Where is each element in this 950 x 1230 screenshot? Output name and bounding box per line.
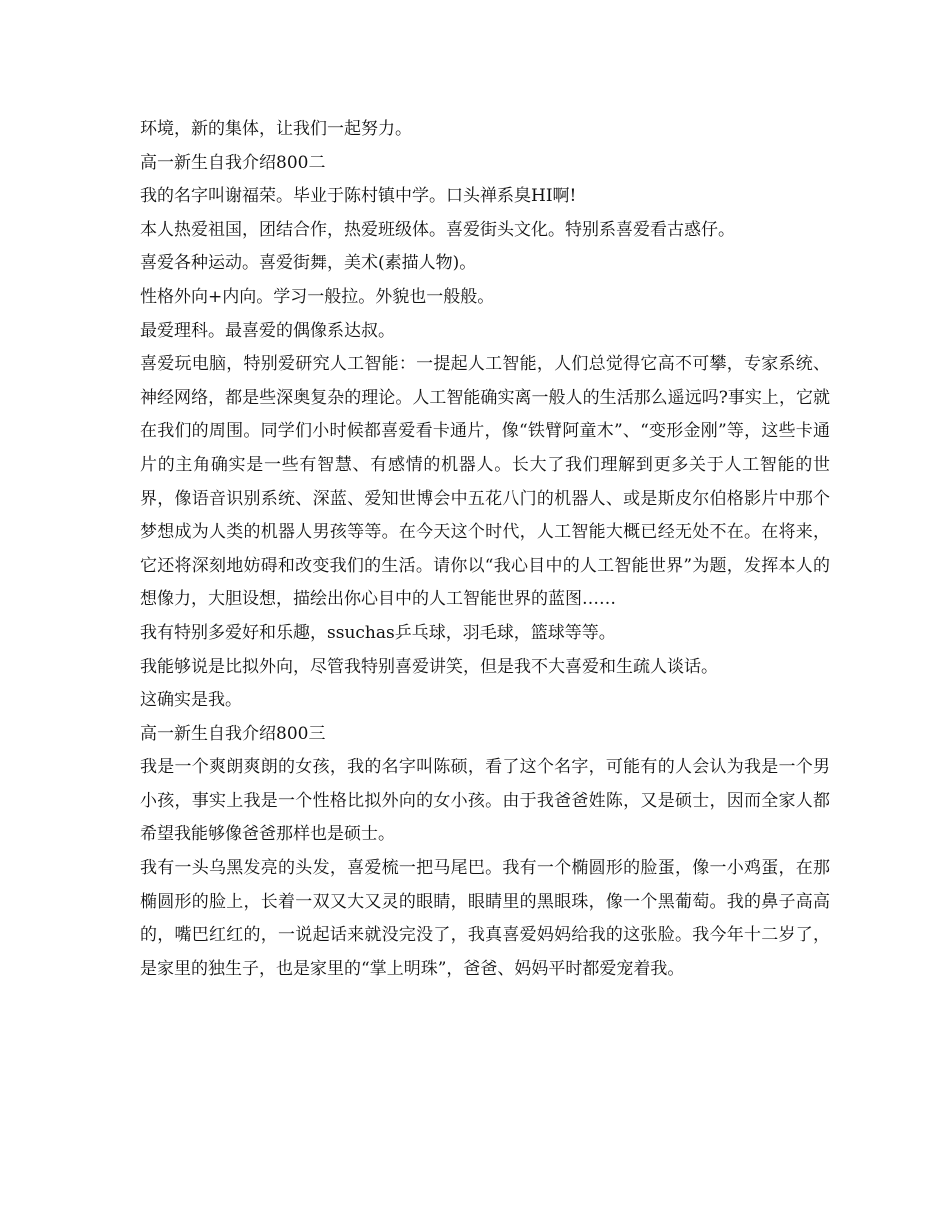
paragraph-line: 喜爱各种运动。喜爱街舞，美术(素描人物)。 [140,253,477,274]
paragraph-line: 最爱理科。最喜爱的偶像系达叔。 [140,320,395,341]
paragraph-line: 我有特别多爱好和乐趣，ssuchas乒乓球，羽毛球，篮球等等。 [140,622,616,643]
paragraph-intro: 我是一个爽朗爽朗的女孩，我的名字叫陈硕，看了这个名字，可能有的人会认为我是一个男小孩，事实上我是一个性格比拟外向的女小孩。由于我爸爸姓陈，又是硕士，因而全家人都希望我能够像爸爸那样也是硕士。 [140,757,830,845]
paragraph-line: 我的名字叫谢福荣。毕业于陈村镇中学。口头禅系臭HI啊! [140,186,577,207]
paragraph-line: 本人热爱祖国，团结合作，热爱班级体。喜爱街头文化。特别系喜爱看古惑仔。 [140,219,735,240]
paragraph-line: 环境，新的集体，让我们一起努力。 [140,119,412,139]
paragraph-appearance: 我有一头乌黑发亮的头发，喜爱梳一把马尾巴。我有一个椭圆形的脸蛋，像一小鸡蛋，在那椭圆形的脸上，长着一双又大又灵的眼睛，眼睛里的黑眼珠，像一个黑葡萄。我的鼻子高高的，嘴巴红红的，一说起话来就没完没了，我真喜爱妈妈给我的这张脸。我今年十二岁了，是家里的独生子，也是家里的“掌上明珠”，爸爸、妈妈平时都爱宠着我。 [140,858,830,979]
paragraph-line: 我能够说是比拟外向，尽管我特别喜爱讲笑，但是我不大喜爱和生疏人谈话。 [140,656,718,677]
section-heading-3: 高一新生自我介绍800三 [140,723,326,744]
paragraph-line: 性格外向+内向。学习一般拉。外貌也一般般。 [140,286,495,307]
document-body [140,113,830,986]
paragraph-ai: 喜爱玩电脑，特别爱研究人工智能：一提起人工智能，人们总觉得它高不可攀，专家系统、神经网络，都是些深奥复杂的理论。人工智能确实离一般人的生活那么遥远吗?事实上，它就在我们的周围。同学们小时候都喜爱看卡通片，像“铁臂阿童木”、“变形金刚”等，这些卡通片的主角确实是一些有智慧、有感情的机器人。长大了我们理解到更多关于人工智能的世界，像语音识别系统、深蓝、爱知世博会中五花八门的机器人、或是斯皮尔伯格影片中那个梦想成为人类的机器人男孩等等。在今天这个时代，人工智能大概已经无处不在。在将来，它还将深刻地妨碍和改变我们的生活。请你以“我心目中的人工智能世界”为题，发挥本人的想像力，大胆设想，描绘出你心目中的人工智能世界的蓝图…… [140,354,830,610]
paragraph-line: 这确实是我。 [140,690,242,711]
section-heading-2: 高一新生自我介绍800二 [140,152,326,173]
